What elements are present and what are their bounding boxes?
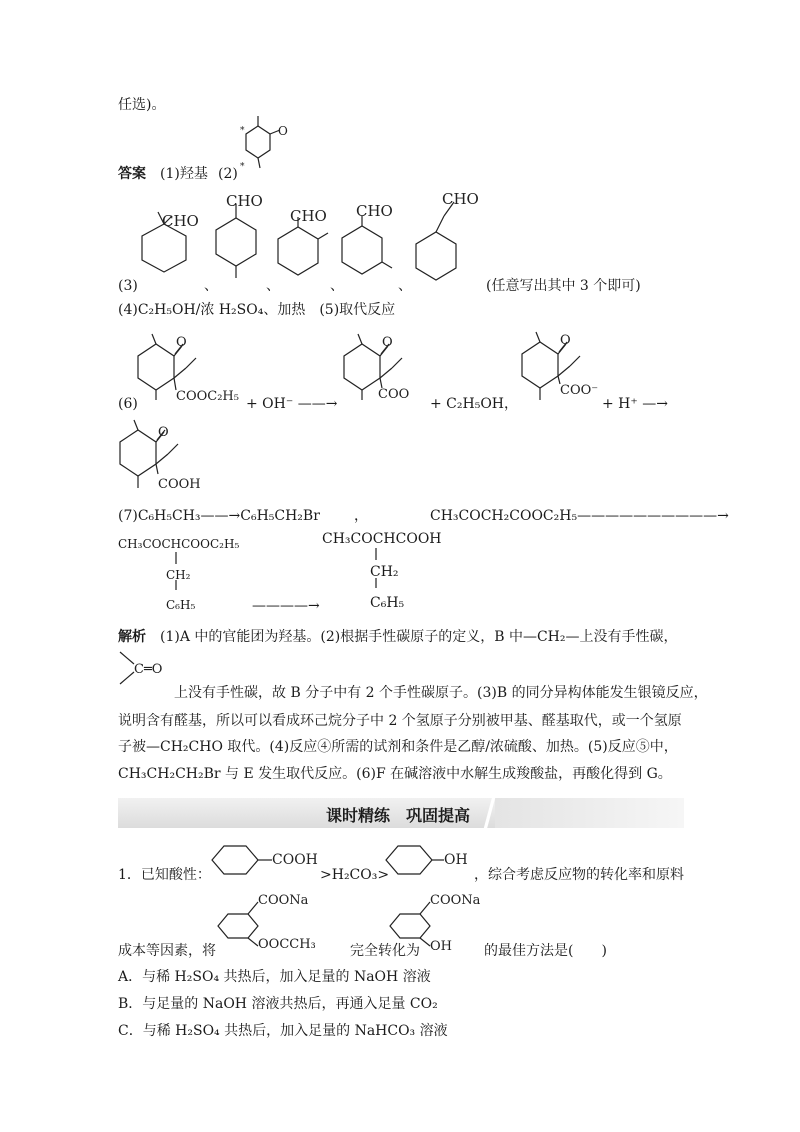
section-title: 课时精练 巩固提高 [326,806,471,825]
q3-separator: 、 [266,278,280,294]
o-label: O [382,335,393,350]
banner-divider [470,798,510,828]
q3-separator: 、 [330,278,344,294]
answer-label: 答案 [118,166,146,182]
oh-label: OH [430,939,452,954]
analysis-line3: 说明含有醛基，所以可以看成环己烷分子中 2 个氢原子分别被甲基、醛基取代，或一个氢原 [118,713,682,729]
q6-plus-oh: + OH⁻ ——→ [246,396,338,412]
option-c: C．与稀 H₂SO₄ 共热后，加入足量的 NaHCO₃ 溶液 [118,1023,448,1039]
q1-acid-order: >H₂CO₃> [320,867,390,883]
phenol-structure [384,842,474,882]
o-label: O [560,333,571,348]
banner-right-panel [495,798,684,828]
aspirin-sodium-structure [214,890,354,960]
q3-number: (3) [118,278,138,294]
carbonyl-structure [118,650,178,690]
cooh-label: COOH [272,852,318,868]
cho-label: CHO [290,207,327,225]
o-label: O [278,124,288,138]
coo-minus-label: COO⁻ [560,383,599,398]
option-a: A．与稀 H₂SO₄ 共热后，加入足量的 NaOH 溶液 [118,969,431,985]
q6-plus-ethanol: + C₂H₅OH， [430,396,519,412]
star-mark: * [240,162,245,172]
ester-label: COOC₂H₅ [176,389,239,404]
opening-text: 任选)。 [118,97,166,113]
q7-comma: ， [354,508,368,524]
ester-group-label: OOCCH₃ [258,937,316,952]
q3-separator: 、 [398,278,412,294]
q3-note: (任意写出其中 3 个即可) [486,278,641,294]
q7-acid-c6h5: C₆H₅ [370,595,405,611]
cooh-label: COOH [158,477,201,492]
isomer-1 [128,210,208,290]
q7-ester-c6h5: C₆H₅ [166,598,196,612]
isomer-2 [212,190,282,290]
answer-part1: (1)羟基 [160,166,208,182]
q1-intro: 1．已知酸性： [118,867,211,883]
oh-label: OH [444,852,468,868]
q7-ester-ch2: CH₂ [166,568,191,582]
o-label: O [176,335,187,350]
cho-label: CHO [162,212,199,230]
q7-ester-top: CH₃COCHCOOC₂H₅ [118,537,240,551]
benzoic-acid-structure [210,842,330,882]
carbonyl-label: C═O [134,662,163,677]
cho-label: CHO [356,202,393,220]
analysis-line2: 上没有手性碳，故 B 分子中有 2 个手性碳原子。(3)B 的同分异构体能发生银镜反应， [174,685,708,701]
ester-structure [130,332,250,417]
coo-label: COO [378,387,410,402]
q7-step2: CH₃COCH₂COOC₂H₅——————————→ [430,508,729,524]
q3-separator: 、 [204,278,218,294]
q1-line2-a: 成本等因素，将 [118,943,216,959]
q7-acid-ch2: CH₂ [370,564,399,580]
answer-part2: (2) [218,166,238,182]
acid-structure [112,418,222,503]
isomer-5 [414,188,494,293]
q1-line2-c: 的最佳方法是( ) [484,943,607,959]
cho-label: CHO [442,190,479,208]
coona-label: COONa [258,893,309,908]
q7-step1: (7)C₆H₅CH₃——→C₆H₅CH₂Br [118,508,320,524]
analysis-line4: 子被—CH₂CHO 取代。(4)反应④所需的试剂和条件是乙醇/浓硫酸、加热。(5)反应⑤中， [118,739,678,755]
q7-arrow: ————→ [252,598,320,614]
carboxylate-structure-1 [336,332,436,417]
q4-line: (4)C₂H₅OH/浓 H₂SO₄、加热 (5)取代反应 [118,302,396,318]
star-mark: * [240,126,245,136]
analysis-label: 解析 [118,629,146,645]
q1-line2-b: 完全转化为 [350,943,420,959]
analysis-line5: CH₃CH₂CH₂Br 与 E 发生取代反应。(6)F 在碱溶液中水解生成羧酸盐，再酸化得到 G。 [118,766,672,782]
analysis-line1: (1)A 中的官能团为羟基。(2)根据手性碳原子的定义，B 中—CH₂—上没有手性碳， [160,629,678,645]
cho-label: CHO [226,192,263,210]
o-label: O [158,425,169,440]
q6-number: (6) [118,396,138,412]
q7-acid-top: CH₃COCHCOOH [322,531,442,547]
coona-label: COONa [430,893,481,908]
q1-continue: ，综合考虑反应物的转化率和原料 [474,867,684,883]
option-b: B．与足量的 NaOH 溶液共热后，再通入足量 CO₂ [118,996,438,1012]
q6-plus-h: + H⁺ —→ [602,396,668,412]
